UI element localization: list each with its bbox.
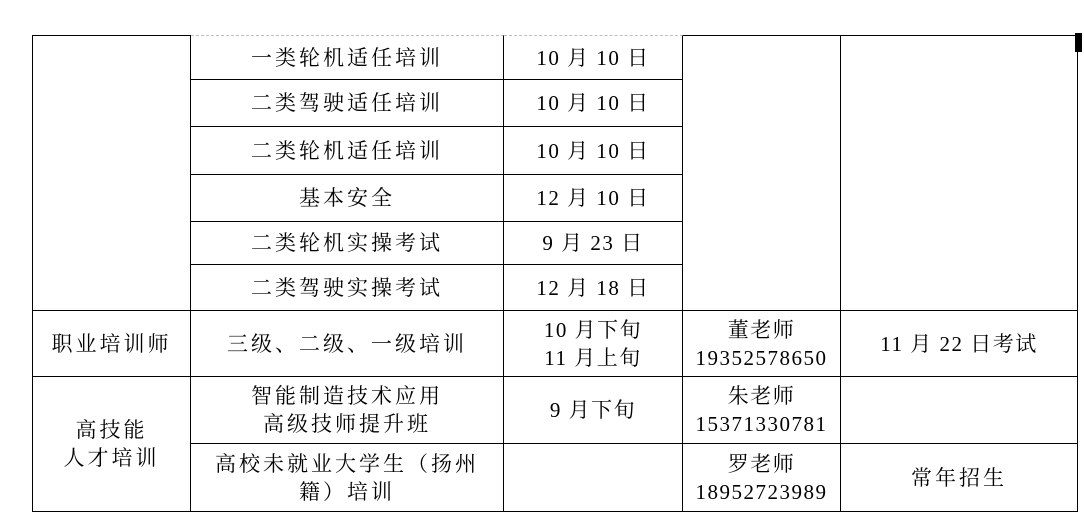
course-date-cell xyxy=(504,444,683,511)
course-name-cell: 二类驾驶适任培训 xyxy=(191,80,504,127)
contact-phone: 15371330781 xyxy=(695,412,828,436)
note-cell: 常年招生 xyxy=(911,465,1007,490)
course-date-cell: 9 月 23 日 xyxy=(504,222,683,265)
note-cell: 11 月 22 日考试 xyxy=(841,311,1077,377)
contact-phone: 19352578650 xyxy=(695,345,828,370)
category-line: 人才培训 xyxy=(63,446,160,470)
course-name-line: 智能制造技术应用 xyxy=(251,384,443,408)
contact-name: 朱老师 xyxy=(727,384,796,408)
course-date-cell: 12 月 18 日 xyxy=(504,265,683,311)
training-schedule-table xyxy=(32,35,1078,512)
course-date-cell: 10 月 10 日 xyxy=(504,127,683,175)
course-name-cell: 基本安全 xyxy=(191,175,504,222)
category-cell: 职业培训师 xyxy=(33,311,191,377)
note-cell xyxy=(841,377,1077,444)
contact-phone: 18952723989 xyxy=(695,479,828,504)
course-date-cell: 10 月 10 日 xyxy=(504,35,683,80)
course-name-line: 高校未就业大学生（扬州 xyxy=(215,451,479,476)
table-end-marker xyxy=(1075,33,1082,52)
contact-name: 董老师 xyxy=(727,317,796,342)
course-name-cell: 三级、二级、一级培训 xyxy=(191,311,504,377)
contact-cell xyxy=(683,444,841,511)
course-name-line: 高级技师提升班 xyxy=(263,412,431,436)
course-name-cell: 二类驾驶实操考试 xyxy=(191,265,504,311)
date-line: 10 月下旬 xyxy=(543,317,643,342)
course-name-cell xyxy=(191,377,504,444)
course-name-line: 籍）培训 xyxy=(299,479,395,504)
note-cell-empty xyxy=(841,35,1077,311)
course-date-cell: 10 月 10 日 xyxy=(504,80,683,127)
course-name-cell: 二类轮机适任培训 xyxy=(191,127,504,175)
category-line: 高技能 xyxy=(75,418,148,442)
contact-name: 罗老师 xyxy=(727,451,796,476)
contact-cell xyxy=(683,311,841,377)
contact-cell-empty xyxy=(683,35,841,311)
course-name-cell: 一类轮机适任培训 xyxy=(191,35,504,80)
course-date-cell: 9 月下旬 xyxy=(504,377,683,444)
category-cell xyxy=(33,377,191,511)
course-name-cell: 二类轮机实操考试 xyxy=(191,222,504,265)
course-name-cell xyxy=(191,444,504,511)
course-date-cell: 12 月 10 日 xyxy=(504,175,683,222)
course-date-cell xyxy=(504,311,683,377)
category-cell-empty xyxy=(33,35,191,311)
date-line: 11 月上旬 xyxy=(544,345,642,370)
contact-cell xyxy=(683,377,841,444)
